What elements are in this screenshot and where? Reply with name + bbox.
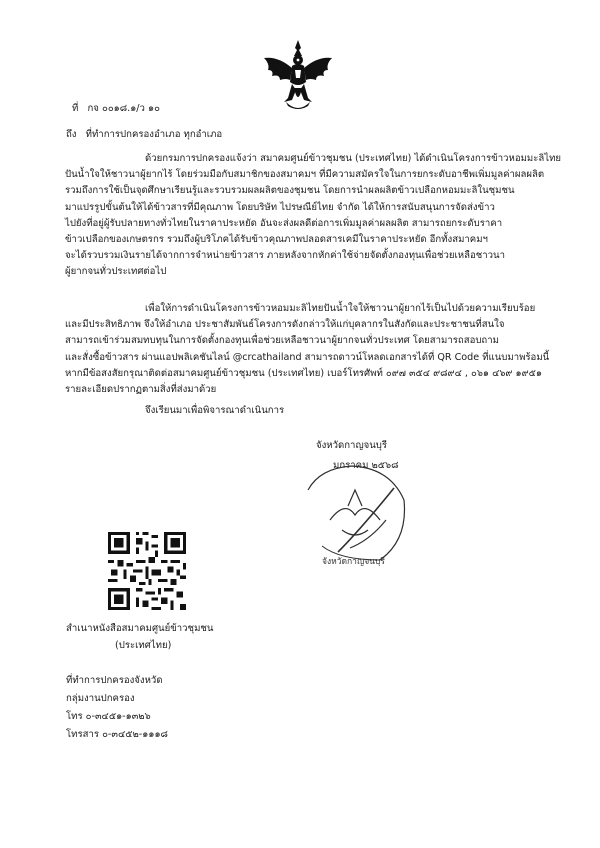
- signature-date: มกราคม ๒๕๖๘: [333, 460, 399, 471]
- office-name: ที่ทำการปกครองจังหวัด: [66, 675, 163, 686]
- paragraph-line: และสั่งซื้อข้าวสาร ผ่านแอปพลิเคชันไลน์ @crcathailand สามารถดาวน์โหลดเอกสารได้ที่ QR Code ที่แนบมาพร้อมนี้: [65, 351, 550, 363]
- paragraph-line: รวมถึงการใช้เป็นจุดศึกษาเรียนรู้และรวบรวมผลผลิตของชุมชน โดยการนำผลผลิตข้าวเปลือกหอมมะลิในชุมชน: [65, 185, 515, 197]
- to-label: ถึง: [66, 129, 77, 140]
- recipient: ที่ทำการปกครองอำเภอ ทุกอำเภอ: [85, 129, 223, 140]
- ref-label: ที่: [72, 103, 79, 114]
- telephone: โทร ๐-๓๔๕๑-๑๓๒๖: [66, 711, 151, 722]
- paragraph-line: ด้วยกรมการปกครองแจ้งว่า สมาคมศูนย์ข้าวชุมชน (ประเทศไทย) ได้ดำเนินโครงการข้าวหอมมะลิไทย: [145, 153, 562, 164]
- forward-line-2: (ประเทศไทย): [115, 640, 172, 651]
- qr-code-icon[interactable]: [108, 532, 186, 610]
- paragraph-line: มาแปรรูปขั้นต้นให้ได้ข้าวสารที่มีคุณภาพ โดยบริษัท ไปรษณีย์ไทย จำกัด ได้ให้การสนับสนุนการจัดส่งข้าว: [65, 201, 495, 213]
- paragraph-line: ข้าวเปลือกของเกษตรกร รวมถึงผู้บริโภคได้รับข้าวคุณภาพปลอดสารเคมีในราคาประหยัด อีกทั้งสมาคมฯ: [65, 234, 488, 246]
- paragraph-line: และมีประสิทธิภาพ จึงให้อำเภอ ประชาสัมพันธ์โครงการดังกล่าวให้แก่บุคลากรในสังกัดและประชาชนที่สนใจ: [65, 319, 505, 331]
- paragraph-line: จะได้รวบรวมเงินรายได้จากการจำหน่ายข้าวสาร ภายหลังจากหักค่าใช้จ่ายจัดตั้งกองทุนเพื่อช่วยเหลือชาวนา: [65, 250, 505, 262]
- paragraph-line: รายละเอียดปรากฏตามสิ่งที่ส่งมาด้วย: [65, 384, 217, 396]
- fax: โทรสาร ๐-๓๔๕๒-๑๑๑๘: [66, 729, 168, 740]
- forward-line-1: สำเนาหนังสือสมาคมศูนย์ข้าวชุมชน: [66, 623, 214, 634]
- paragraph-line: เพื่อให้การดำเนินโครงการข้าวหอมมะลิไทยปันน้ำใจให้ชาวนาผู้ยากไร้เป็นไปด้วยความเรียบร้อย: [145, 303, 536, 314]
- paragraph-line: ผู้ยากจนทั่วประเทศต่อไป: [65, 266, 167, 278]
- garuda-emblem-icon: [258, 36, 338, 116]
- province-seal-icon: [300, 460, 410, 570]
- paragraph-line: หากมีข้อสงสัยกรุณาติดต่อสมาคมศูนย์ข้าวชุมชน (ประเทศไทย) เบอร์โทรศัพท์ ๐๙๗ ๓๕๔ ๙๘๙๔ , ๐๖๑ ๔๖๙ ๑๙๕๑: [65, 367, 542, 379]
- body-paragraph-1: [65, 151, 561, 281]
- seal-text: จังหวัดกาญจนบุรี: [322, 557, 385, 567]
- signature-province: จังหวัดกาญจนบุรี: [316, 440, 388, 451]
- closing-line: จึงเรียนมาเพื่อพิจารณาดำเนินการ: [145, 405, 285, 416]
- paragraph-line: ไปยังที่อยู่ผู้รับปลายทางทั่วไทยในราคาประหยัด อันจะส่งผลดีต่อการเพิ่มมูลค่าผลผลิต สามารถยกระดับราคา: [65, 217, 503, 229]
- body-paragraph-2: [65, 301, 549, 398]
- paragraph-line: สามารถเข้าร่วมสมทบทุนในการจัดตั้งกองทุนเพื่อช่วยเหลือชาวนาผู้ยากจนทั่วประเทศ โดยสามารถสอบถาม: [65, 335, 499, 347]
- paragraph-line: ปันน้ำใจให้ชาวนาผู้ยากไร้ โดยร่วมมือกับสมาชิกของสมาคมฯ ที่มีความสมัครใจในการยกระดับอาชีพเพิ่มมูลค่าผลผลิต: [65, 169, 545, 181]
- division-name: กลุ่มงานปกครอง: [66, 693, 135, 704]
- reference-number: กจ ๐๐๑๘.๑/ว ๑๐: [87, 103, 160, 114]
